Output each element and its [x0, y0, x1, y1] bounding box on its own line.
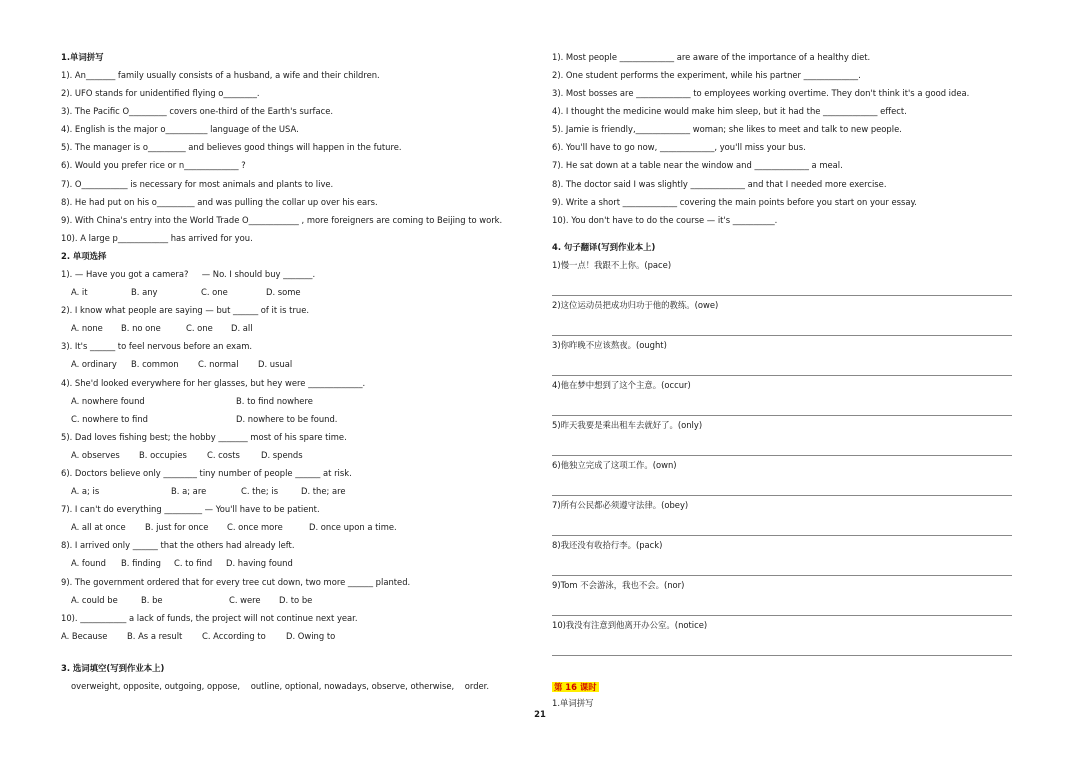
answer-line [552, 355, 1012, 376]
option: D. spends [261, 449, 303, 460]
option: D. all [231, 323, 253, 334]
options-row [61, 627, 531, 645]
translation-item: 4)他在梦中想到了这个主意。(occur) [552, 380, 691, 391]
question-text: 4). She'd looked everywhere for her glasses, but hey were _____________. [61, 377, 366, 388]
fill-blank-item: 5). Jamie is friendly,_____________ woman; she likes to meet and talk to new people. [552, 124, 902, 135]
question-text: 3). It's ______ to feel nervous before an exam. [61, 341, 253, 352]
translation-item: 7)所有公民都必须遵守法律。(obey) [552, 500, 689, 511]
fill-blank-item: 3). Most bosses are _____________ to employees working overtime. They don't think it's a good idea. [552, 88, 970, 99]
option: B. As a result [127, 630, 183, 641]
translation-item: 2)这位运动员把成功归功于他的教练。(owe) [552, 300, 719, 311]
fill-blank-item: 7). He sat down at a table near the window and _____________ a meal. [552, 160, 843, 171]
answer-line [552, 475, 1012, 496]
right-column [552, 48, 1012, 710]
translation-item: 6)他独立完成了这项工作。(own) [552, 460, 677, 471]
question-text: 5). Dad loves fishing best; the hobby _______ most of his spare time. [61, 431, 347, 442]
spelling-item: 6). Would you prefer rice or n_____________ ? [61, 160, 246, 171]
option: B. finding [121, 558, 161, 569]
option: B. a; are [171, 486, 207, 497]
question-text: 6). Doctors believe only ________ tiny number of people ______ at risk. [61, 468, 352, 478]
spelling-list [61, 66, 531, 247]
question-text: 7). I can't do everything _________ — You'll have to be patient. [61, 504, 320, 515]
option: A. all at once [71, 522, 126, 533]
option: B. any [131, 287, 158, 298]
section1-title: 1.单词拼写 [61, 51, 104, 62]
question-text: 2). I know what people are saying — but ______ of it is true. [61, 305, 310, 316]
answer-line [552, 635, 1012, 656]
option: C. once more [227, 522, 283, 533]
fill-blank-item: 8). The doctor said I was slightly _____________ and that I needed more exercise. [552, 178, 887, 189]
lesson-tag-row [552, 678, 1012, 696]
options-row [61, 356, 531, 374]
options-row [61, 591, 531, 609]
option: A. observes [71, 449, 120, 460]
options-row [61, 446, 531, 464]
fill-blank-item: 1). Most people _____________ are aware of the importance of a healthy diet. [552, 51, 871, 62]
option: D. Owing to [286, 630, 336, 641]
section2-title: 2. 单项选择 [61, 250, 107, 261]
option: C. the; is [241, 486, 279, 497]
answer-line [552, 595, 1012, 616]
question-text: 8). I arrived only ______ that the others had already left. [61, 540, 295, 551]
options-row [61, 518, 531, 536]
option: B. occupies [139, 449, 187, 460]
option: C. one [186, 323, 213, 334]
options-row [61, 319, 531, 337]
option: C. one [201, 287, 228, 298]
option: C. According to [202, 630, 266, 641]
option: A. Because [61, 630, 108, 641]
option: B. common [131, 359, 179, 370]
page-number: 21 [534, 709, 546, 719]
spelling-item: 2). UFO stands for unidentified flying o________. [61, 88, 260, 99]
fill-blank-item: 4). I thought the medicine would make him sleep, but it had the _____________ effect. [552, 106, 907, 117]
fill-blank-item: 10). You don't have to do the course — it's __________. [552, 214, 778, 225]
spelling-item: 1). An_______ family usually consists of a husband, a wife and their children. [61, 69, 380, 80]
option: A. could be [71, 594, 118, 605]
option: D. the; are [301, 486, 346, 497]
multiple-choice-list [61, 265, 531, 645]
translation-item: 1)慢一点！我跟不上你。(pace) [552, 260, 672, 271]
spelling-item: 4). English is the major o__________ language of the USA. [61, 124, 299, 135]
options-row [61, 283, 531, 301]
option: C. costs [207, 449, 240, 460]
spelling-item: 3). The Pacific O_________ covers one-third of the Earth's surface. [61, 106, 334, 117]
section3-title: 3. 选词填空(写到作业本上) [61, 662, 165, 673]
option: D. once upon a time. [309, 522, 397, 533]
fill-blank-item: 9). Write a short _____________ covering the main points before you start on your essay. [552, 196, 917, 207]
option: D. nowhere to be found. [236, 413, 338, 424]
option: A. a; is [71, 486, 100, 497]
spelling-item: 5). The manager is o_________ and believes good things will happen in the future. [61, 142, 402, 153]
spelling-item: 9). With China's entry into the World Trade O____________ , more foreigners are coming to Beijing to work. [61, 214, 503, 225]
answer-line [552, 315, 1012, 336]
options-row [61, 410, 531, 428]
answer-line [552, 395, 1012, 416]
options-row [61, 392, 531, 410]
option: A. it [71, 287, 88, 298]
lesson-tag: 第 16 课时 [554, 681, 597, 692]
translation-item: 9)Tom 不会游泳，我也不会。(nor) [552, 580, 685, 591]
spelling-item: 8). He had put on his o_________ and was pulling the collar up over his ears. [61, 196, 378, 207]
answer-line [552, 275, 1012, 296]
left-column [61, 48, 531, 695]
option: A. found [71, 558, 106, 569]
translation-item: 3)你昨晚不应该熬夜。(ought) [552, 340, 667, 351]
section4-title: 4. 句子翻译(写到作业本上) [552, 241, 656, 252]
translation-item: 8)我还没有收拾行李。(pack) [552, 540, 663, 551]
answer-line [552, 555, 1012, 576]
options-row [61, 555, 531, 573]
option: D. some [266, 287, 301, 298]
option: C. nowhere to find [71, 413, 148, 424]
next-heading: 1.单词拼写 [552, 697, 594, 708]
option: B. no one [121, 323, 161, 334]
option: A. ordinary [71, 359, 117, 370]
option: B. be [141, 594, 163, 605]
options-row [61, 482, 531, 500]
question-text: 1). — Have you got a camera? — No. I should buy _______. [61, 268, 316, 279]
option: D. having found [226, 558, 293, 569]
spelling-item: 10). A large p____________ has arrived for you. [61, 232, 253, 243]
answer-line [552, 435, 1012, 456]
translation-list [552, 256, 1012, 656]
translation-item: 5)昨天我要是乘出租车去就好了。(only) [552, 420, 703, 431]
fill-blank-item: 6). You'll have to go now, _____________, you'll miss your bus. [552, 142, 806, 153]
fill-blank-list [552, 48, 1012, 229]
option: C. were [229, 594, 261, 605]
translation-item: 10)我没有注意到他离开办公室。(notice) [552, 620, 708, 631]
fill-blank-item: 2). One student performs the experiment, while his partner _____________. [552, 69, 861, 80]
option: A. none [71, 323, 103, 334]
option: D. to be [279, 594, 313, 605]
option: D. usual [258, 359, 293, 370]
option: A. nowhere found [71, 395, 145, 406]
option: C. to find [174, 558, 213, 569]
word-bank: overweight, opposite, outgoing, oppose, outline, optional, nowadays, observe, otherwise, order. [71, 681, 490, 692]
answer-line [552, 515, 1012, 536]
spelling-item: 7). O___________ is necessary for most animals and plants to live. [61, 178, 334, 189]
option: B. to find nowhere [236, 395, 313, 406]
option: B. just for once [145, 522, 209, 533]
question-text: 9). The government ordered that for every tree cut down, two more ______ planted. [61, 576, 411, 587]
option: C. normal [198, 359, 239, 370]
question-text: 10). ___________ a lack of funds, the project will not continue next year. [61, 612, 358, 623]
